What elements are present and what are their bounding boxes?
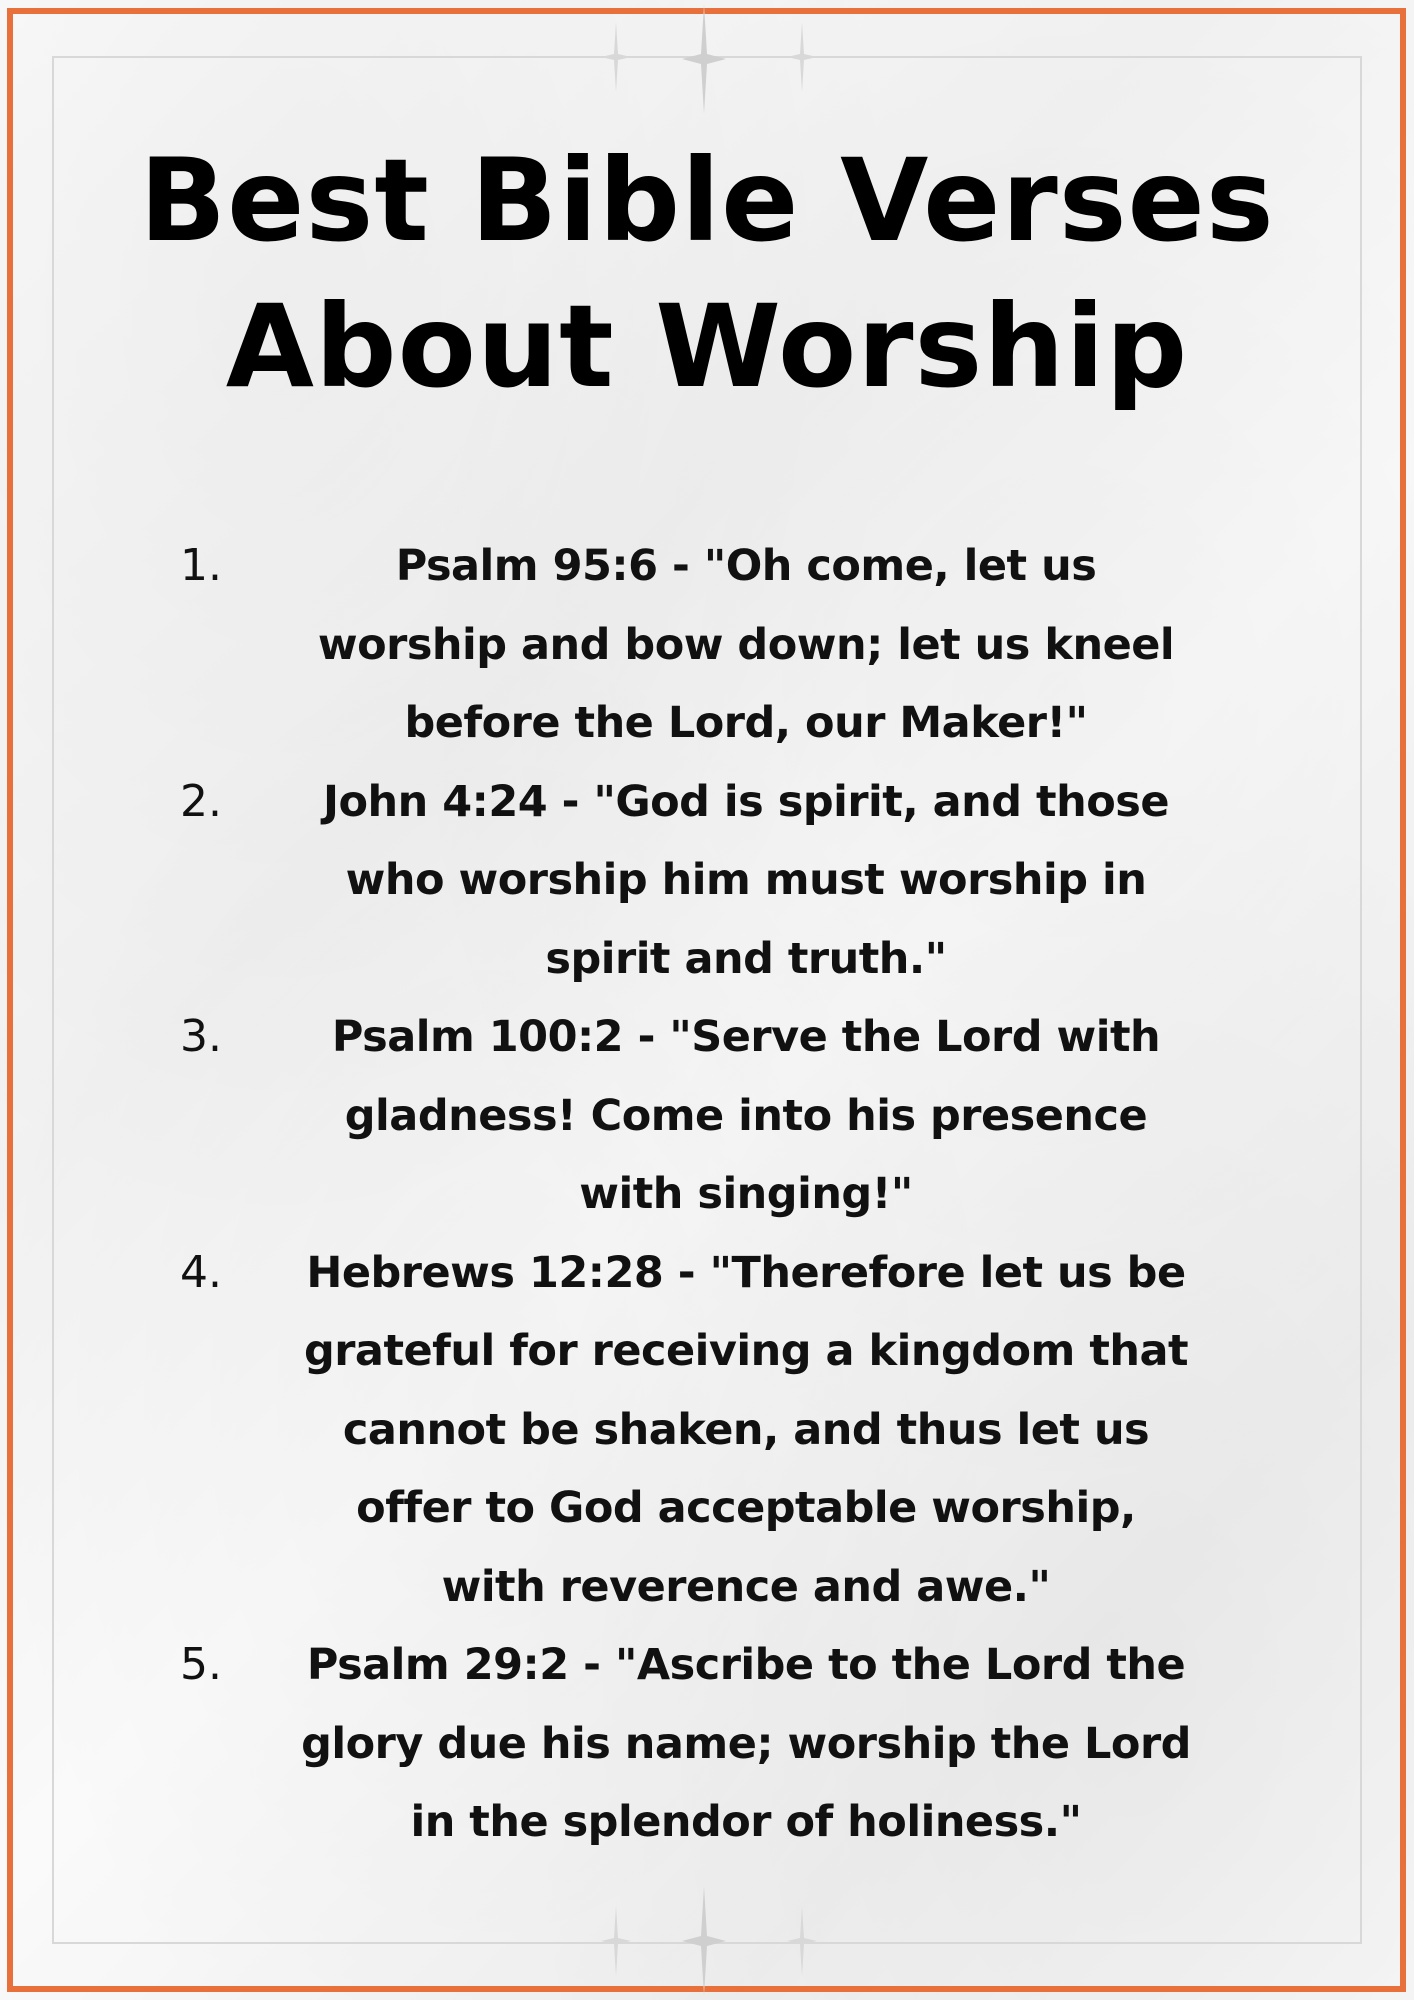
- verse-line: Psalm 29:2 - "Ascribe to the Lord the: [306, 1640, 1186, 1690]
- verse-text: [252, 527, 1280, 763]
- title-line-1: Best Bible Verses: [139, 134, 1275, 267]
- verse-line: with reverence and awe.": [441, 1561, 1051, 1612]
- sparkle-icon: [601, 1906, 631, 1976]
- page-title: [0, 128, 1414, 420]
- verse-text: [252, 763, 1280, 999]
- verse-text: [252, 1234, 1280, 1627]
- verse-number: 2.: [180, 775, 222, 827]
- verse-line: offer to God acceptable worship,: [356, 1483, 1136, 1533]
- verse-number: 4.: [180, 1246, 222, 1298]
- verse-line: in the splendor of holiness.": [410, 1797, 1082, 1847]
- verse-line: cannot be shaken, and thus let us: [342, 1404, 1150, 1455]
- verse-line: Psalm 95:6 - "Oh come, let us: [395, 541, 1097, 591]
- sparkle-icon: [682, 4, 726, 114]
- verse-line: Hebrews 12:28 - "Therefore let us be: [306, 1247, 1186, 1298]
- sparkle-icon: [787, 22, 817, 92]
- verse-line: John 4:24 - "God is spirit, and those: [322, 776, 1170, 827]
- verse-line: spirit and truth.": [545, 933, 947, 984]
- verse-number: 5.: [180, 1639, 222, 1690]
- list-item: [180, 1234, 1280, 1627]
- list-item: [180, 527, 1280, 763]
- list-item: [180, 1626, 1280, 1862]
- verse-line: worship and bow down; let us kneel: [317, 619, 1175, 670]
- verse-line: with singing!": [579, 1169, 913, 1219]
- verse-line: grateful for receiving a kingdom that: [303, 1326, 1189, 1376]
- verse-line: gladness! Come into his presence: [344, 1090, 1148, 1141]
- sparkle-icon: [787, 1906, 817, 1976]
- list-item: [180, 763, 1280, 999]
- verse-line: glory due his name; worship the Lord: [301, 1718, 1191, 1769]
- verse-number: 1.: [180, 540, 222, 591]
- sparkle-icon: [682, 1886, 726, 1996]
- verse-list: [180, 527, 1280, 1862]
- verse-number: 3.: [180, 1011, 222, 1062]
- verse-text: [252, 1626, 1280, 1862]
- title-line-2: About Worship: [225, 280, 1189, 413]
- verse-text: [252, 998, 1280, 1234]
- verse-line: Psalm 100:2 - "Serve the Lord with: [331, 1012, 1161, 1062]
- verse-line: before the Lord, our Maker!": [404, 698, 1088, 748]
- verse-line: who worship him must worship in: [345, 855, 1147, 905]
- list-item: [180, 998, 1280, 1234]
- sparkle-icon: [601, 22, 631, 92]
